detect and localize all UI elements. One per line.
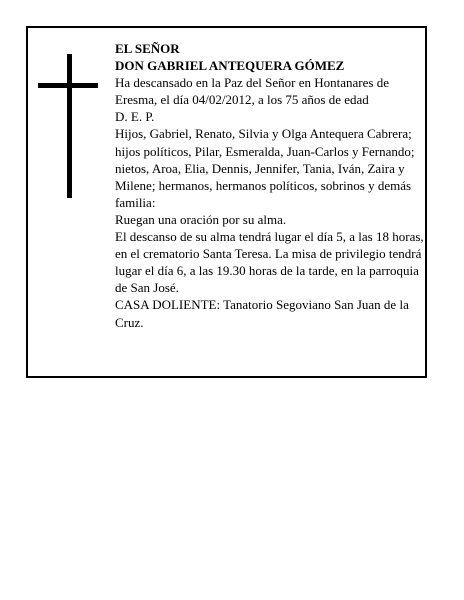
family-list: Hijos, Gabriel, Renato, Silvia y Olga Antequera Cabrera; hijos políticos, Pilar, Esmeralda, Juan-Carlos y Fernando; nietos, Aroa, Elia, Dennis, Jennifer, Tania, Iván, Zaira y Milene; hermanos, hermanos políticos, sobrinos y demás familia: (115, 126, 415, 210)
service-details: El descanso de su alma tendrá lugar el día 5, a las 18 horas, en el crematorio Santa Teresa. La misa de privilegio tendrá lugar el día 6, a las 19.30 horas de la tarde, en la parroquia de San José. (115, 229, 424, 296)
obituary-title: EL SEÑOR (115, 41, 180, 56)
cross-vertical-bar (67, 54, 72, 198)
mourning-house: CASA DOLIENTE: Tanatorio Segoviano San Juan de la Cruz. (115, 297, 409, 330)
deceased-name: DON GABRIEL ANTEQUERA GÓMEZ (115, 58, 345, 74)
prayer-request: Ruegan una oración por su alma. (115, 211, 287, 227)
death-notice: Ha descansado en la Paz del Señor en Hontanares de Eresma, el día 04/02/2012, a los 75 años de edad (115, 75, 389, 108)
rip-abbreviation: D. E. P. (115, 109, 155, 125)
obituary-notice (26, 26, 427, 378)
obituary-text (115, 40, 425, 331)
cross-horizontal-bar (38, 83, 98, 88)
cross-icon (38, 54, 98, 198)
